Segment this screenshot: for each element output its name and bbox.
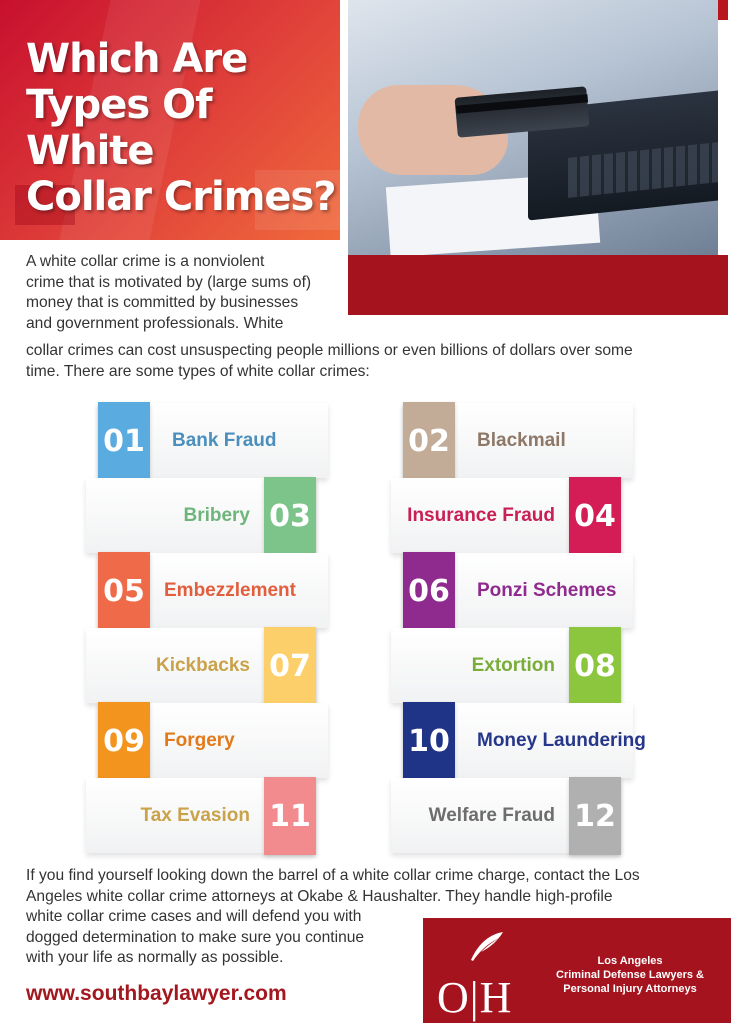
crime-number-badge: 02 [403,402,455,480]
crime-card-05 [98,553,328,628]
page-title [26,36,336,220]
crime-label: Welfare Fraud [428,804,555,826]
crime-card-09 [98,703,328,778]
title-line-2: Types Of White [26,82,212,174]
crime-number-badge: 11 [264,777,316,855]
firm-logo [437,936,529,1022]
firm-monogram: O|H [437,973,513,1022]
intro-paragraph-narrow [26,252,346,334]
firm-tagline [535,954,725,996]
crime-label: Forgery [164,729,235,751]
crime-label: Tax Evasion [140,804,250,826]
firm-tagline-line: Personal Injury Attorneys [563,983,697,995]
crime-number-badge: 12 [569,777,621,855]
crime-label: Insurance Fraud [407,504,555,526]
crime-label: Bribery [183,504,250,526]
crime-label: Money Laundering [477,729,646,751]
crime-card-11 [86,778,316,853]
crime-number-badge: 08 [569,627,621,705]
crime-number-badge: 07 [264,627,316,705]
intro-paragraph-wide [26,341,726,382]
crime-card-02 [403,403,633,478]
crime-label: Embezzlement [164,579,296,601]
outro-line: Angeles white collar crime attorneys at Okabe & Haushalter. They handle high-profile [26,887,613,905]
crime-label: Extortion [471,654,555,676]
quill-icon [465,930,505,964]
crime-card-10 [403,703,646,778]
intro-line: and government professionals. White [26,314,284,332]
crime-card-06 [403,553,633,628]
outro-line: white collar crime cases and will defend you with [26,908,362,925]
crime-card-07 [86,628,316,703]
crime-card-08 [391,628,621,703]
crime-label: Ponzi Schemes [477,579,617,601]
intro-line: A white collar crime is a nonviolent [26,253,265,270]
website-link[interactable]: www.southbaylawyer.com [26,982,287,1005]
crime-number-badge: 01 [98,402,150,480]
intro-line: time. There are some types of white collar crimes: [26,362,370,380]
crime-number-badge: 05 [98,552,150,630]
firm-tagline-line: Criminal Defense Lawyers & [556,969,704,981]
crime-number-badge: 06 [403,552,455,630]
crime-card-01 [98,403,328,478]
crime-label: Bank Fraud [172,429,277,451]
firm-tagline-line: Los Angeles [597,955,663,967]
outro-line: dogged determination to make sure you continue [26,928,365,946]
crime-number-badge: 10 [403,702,455,780]
crime-card-04 [391,478,621,553]
firm-logo-panel [423,918,731,1023]
crime-number-badge: 04 [569,477,621,555]
title-line-3: Collar Crimes? [26,174,336,220]
outro-line: If you find yourself looking down the barrel of a white collar crime charge, contact the Los [26,867,640,884]
crime-card-12 [391,778,621,853]
intro-line: crime that is motivated by (large sums of) [26,273,312,291]
intro-line: money that is committed by businesses [26,294,299,311]
crime-number-badge: 03 [264,477,316,555]
title-line-1: Which Are [26,36,248,82]
crime-label: Kickbacks [155,654,250,676]
hero-photo-credit-card-laptop [348,0,718,255]
photo-accent-bar [348,255,728,315]
crime-number-badge: 09 [98,702,150,780]
outro-line: with your life as normally as possible. [26,949,284,966]
crime-card-03 [86,478,316,553]
intro-line: collar crimes can cost unsuspecting people millions or even billions of dollars over some [26,342,633,359]
crime-label: Blackmail [477,429,566,451]
